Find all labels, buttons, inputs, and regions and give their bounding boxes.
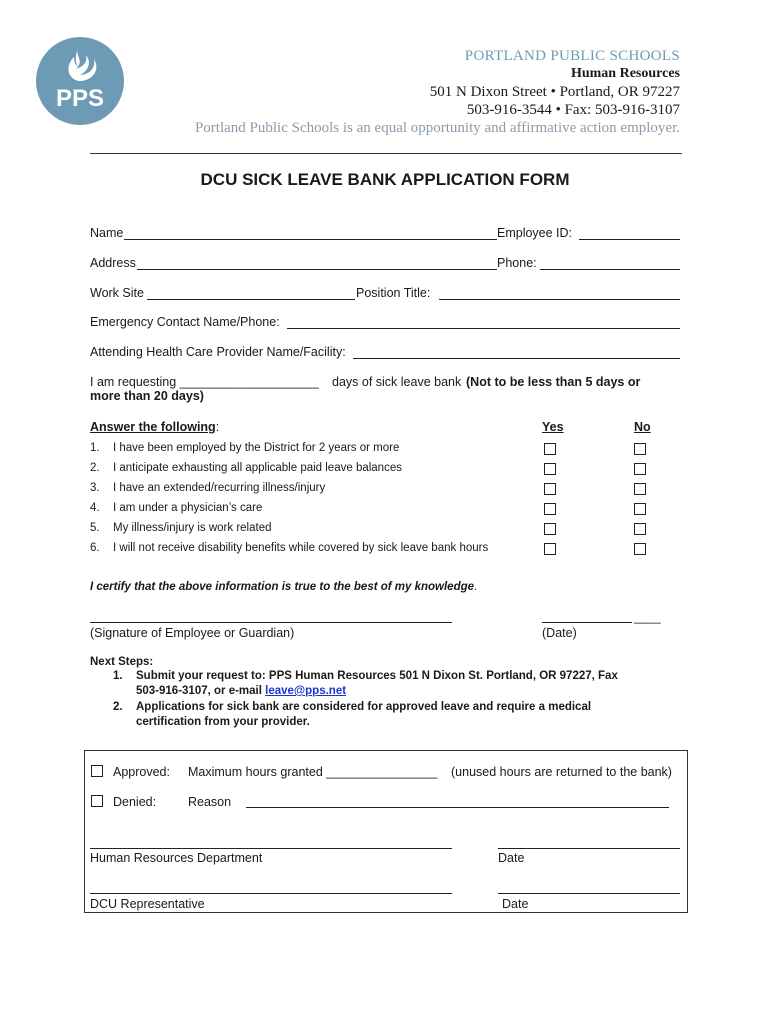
reason-label: Reason bbox=[188, 795, 232, 809]
pps-logo bbox=[36, 37, 124, 125]
hr-dept-label: Human Resources Department bbox=[90, 851, 263, 865]
hr-signature-field[interactable] bbox=[90, 848, 452, 849]
days-requested-field[interactable]: I am requesting ____________________ bbox=[90, 375, 319, 389]
question-text: I am under a physician’s care bbox=[113, 502, 263, 514]
question-number: 5. bbox=[90, 522, 100, 534]
no-checkbox[interactable] bbox=[634, 463, 646, 475]
department-name: Human Resources bbox=[570, 66, 680, 81]
work-site-label: Work Site bbox=[90, 286, 144, 300]
signature-date-field[interactable] bbox=[542, 622, 632, 623]
step-1-text-cont-wrap bbox=[136, 685, 346, 697]
work-site-field[interactable] bbox=[147, 299, 355, 300]
employee-id-field[interactable] bbox=[579, 239, 680, 240]
denied-checkbox[interactable] bbox=[91, 795, 103, 807]
hr-date-field[interactable] bbox=[498, 848, 680, 849]
max-hours-field[interactable]: Maximum hours granted ________________ bbox=[188, 765, 438, 779]
questions-heading-wrap bbox=[90, 420, 219, 434]
reason-field[interactable] bbox=[246, 807, 669, 808]
org-address: 501 N Dixon Street • Portland, OR 97227 bbox=[429, 84, 680, 100]
question-number: 3. bbox=[90, 482, 100, 494]
address-field[interactable] bbox=[137, 269, 497, 270]
unused-hours-note: (unused hours are returned to the bank) bbox=[451, 765, 672, 779]
question-number: 6. bbox=[90, 542, 100, 554]
employee-signature-field[interactable] bbox=[90, 622, 452, 623]
dcu-signature-field[interactable] bbox=[90, 893, 452, 894]
name-label: Name bbox=[90, 226, 124, 240]
emergency-contact-label: Emergency Contact Name/Phone: bbox=[90, 315, 280, 329]
provider-label: Attending Health Care Provider Name/Facility: bbox=[90, 345, 346, 359]
days-suffix: days of sick leave bank bbox=[332, 375, 462, 389]
no-checkbox[interactable] bbox=[634, 523, 646, 535]
question-number: 1. bbox=[90, 442, 100, 454]
step-number: 2. bbox=[113, 701, 123, 713]
date-tail: ____ bbox=[634, 610, 661, 624]
step-number: 1. bbox=[113, 670, 123, 682]
certify-statement-wrap bbox=[90, 581, 477, 593]
days-note: (Not to be less than 5 days or bbox=[466, 375, 641, 389]
provider-field[interactable] bbox=[353, 358, 680, 359]
step-2-text-cont: certification from your provider. bbox=[136, 716, 310, 728]
approved-label: Approved: bbox=[113, 765, 170, 779]
employee-id-label: Employee ID: bbox=[497, 226, 573, 240]
denied-label: Denied: bbox=[113, 795, 157, 809]
hr-date-label: Date bbox=[498, 851, 525, 865]
step-1-text-cont: 503-916-3107, or e-mail bbox=[136, 685, 262, 697]
step-2-text: Applications for sick bank are considered for approved leave and require a medical bbox=[136, 701, 592, 713]
logo-text: PPS bbox=[55, 85, 105, 112]
approved-checkbox[interactable] bbox=[91, 765, 103, 777]
email-link[interactable]: leave@pps.net bbox=[265, 685, 347, 697]
yes-checkbox[interactable] bbox=[544, 443, 556, 455]
question-number: 4. bbox=[90, 502, 100, 514]
question-text: I have been employed by the District for 2 years or more bbox=[113, 442, 400, 454]
yes-checkbox[interactable] bbox=[544, 543, 556, 555]
question-text: I anticipate exhausting all applicable paid leave balances bbox=[113, 462, 402, 474]
questions-heading-colon: : bbox=[215, 420, 220, 434]
no-checkbox[interactable] bbox=[634, 543, 646, 555]
signature-date-label: (Date) bbox=[542, 626, 577, 640]
next-steps-heading: Next Steps: bbox=[90, 656, 154, 668]
position-title-label: Position Title: bbox=[356, 286, 431, 300]
dcu-date-field[interactable] bbox=[498, 893, 680, 894]
no-checkbox[interactable] bbox=[634, 483, 646, 495]
address-label: Address bbox=[90, 256, 136, 270]
yes-checkbox[interactable] bbox=[544, 523, 556, 535]
phone-field[interactable] bbox=[540, 269, 680, 270]
yes-checkbox[interactable] bbox=[544, 463, 556, 475]
days-note-cont: more than 20 days) bbox=[90, 389, 204, 403]
yes-checkbox[interactable] bbox=[544, 503, 556, 515]
no-column-label: No bbox=[634, 420, 651, 434]
employee-signature-label: (Signature of Employee or Guardian) bbox=[90, 626, 295, 640]
phone-label: Phone: bbox=[497, 256, 537, 270]
eeo-statement: Portland Public Schools is an equal opportunity and affirmative action employer. bbox=[194, 120, 680, 136]
header-divider bbox=[90, 153, 682, 154]
yes-column-label: Yes bbox=[542, 420, 564, 434]
certify-statement: I certify that the above information is true to the best of my knowledge bbox=[90, 581, 475, 593]
question-text: I have an extended/recurring illness/injury bbox=[113, 482, 326, 494]
emergency-contact-field[interactable] bbox=[287, 328, 680, 329]
certify-period: . bbox=[474, 581, 478, 593]
dcu-date-label: Date bbox=[502, 897, 529, 911]
org-phone-fax: 503-916-3544 • Fax: 503-916-3107 bbox=[466, 102, 680, 118]
no-checkbox[interactable] bbox=[634, 443, 646, 455]
position-title-field[interactable] bbox=[439, 299, 680, 300]
name-field[interactable] bbox=[124, 239, 497, 240]
form-title: DCU SICK LEAVE BANK APPLICATION FORM bbox=[200, 170, 570, 189]
no-checkbox[interactable] bbox=[634, 503, 646, 515]
step-1-text: Submit your request to: PPS Human Resources 501 N Dixon St. Portland, OR 97227, Fax bbox=[136, 670, 618, 682]
yes-checkbox[interactable] bbox=[544, 483, 556, 495]
question-text: My illness/injury is work related bbox=[113, 522, 272, 534]
questions-heading: Answer the following bbox=[90, 420, 216, 434]
question-text: I will not receive disability benefits while covered by sick leave bank hours bbox=[113, 542, 489, 554]
dcu-rep-label: DCU Representative bbox=[90, 897, 205, 911]
org-name: PORTLAND PUBLIC SCHOOLS bbox=[464, 48, 680, 64]
question-number: 2. bbox=[90, 462, 100, 474]
